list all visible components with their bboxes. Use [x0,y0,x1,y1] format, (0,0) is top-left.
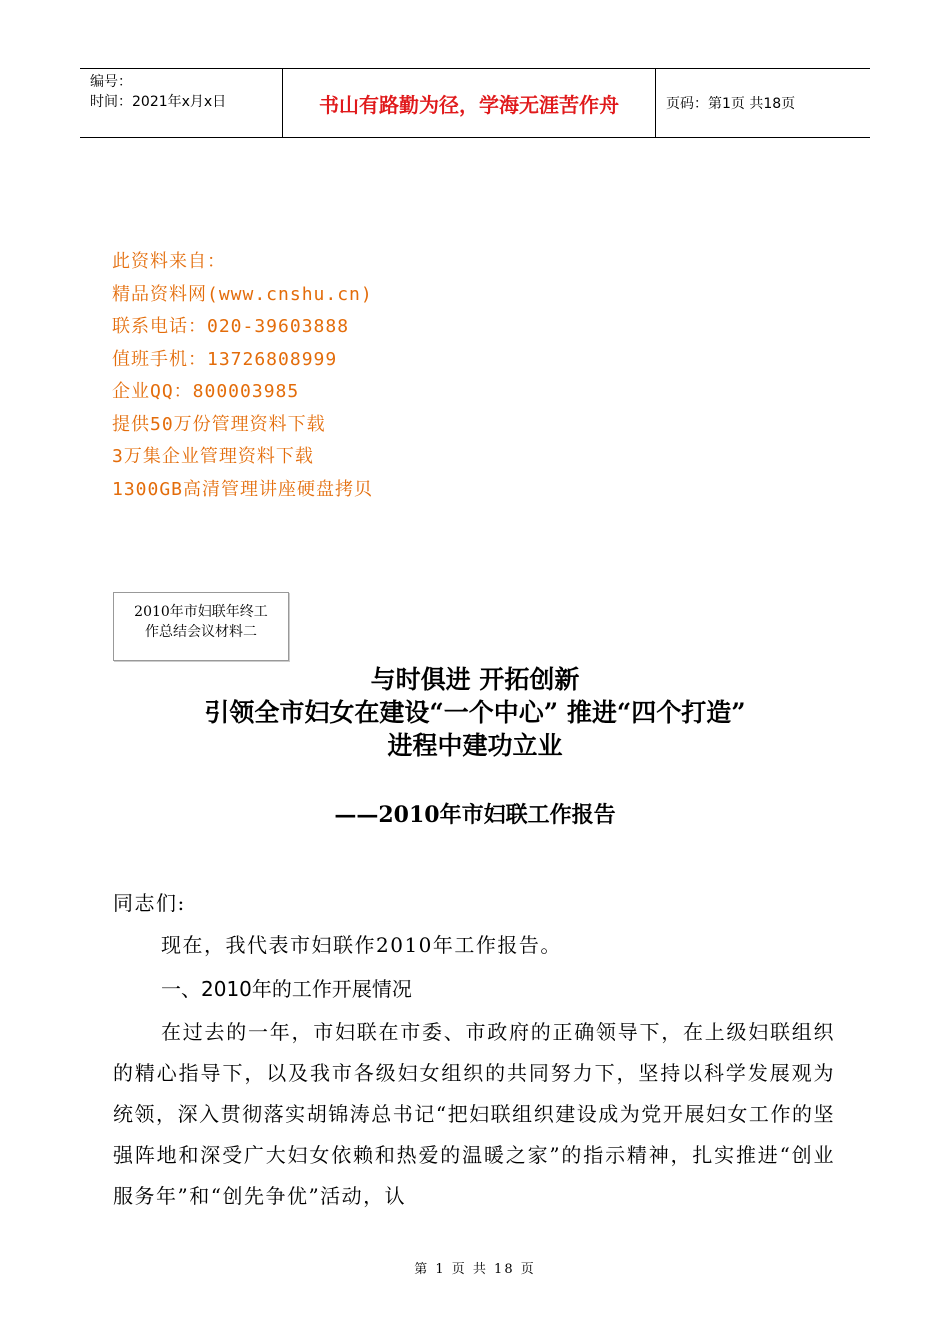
doc-number-label: 编号： [90,74,132,90]
subtitle: ——2010年市妇联工作报告 [334,802,616,828]
source-line: 企业QQ：800003985 [112,381,300,402]
source-line: 3万集企业管理资料下载 [112,446,314,467]
header-meta-cell [80,69,283,137]
header-table [80,68,870,138]
note-box [113,592,289,661]
greeting: 同志们: [113,891,186,915]
source-line: 值班手机：13726808999 [112,348,338,370]
doc-time-label: 时间：2021年x月x日 [90,94,227,110]
source-line: 提供50万份管理资料下载 [112,413,326,435]
source-line: 1300GB高清管理讲座硬盘拷贝 [112,478,374,500]
header-motto: 书山有路勤为径，学海无涯苦作舟 [283,69,656,137]
section-heading: 一、2010年的工作开展情况 [161,977,412,1001]
title-line-2: 引领全市妇女在建设“一个中心” 推进“四个打造” [204,698,746,727]
page-footer: 第 1 页 共 18 页 [414,1262,536,1277]
source-line: 精品资料网(www.cnshu.cn) [112,283,373,305]
header-page-info: 页码：第1页 共18页 [666,96,796,112]
note-line: 作总结会议材料二 [145,624,257,640]
paragraph-body: 在过去的一年，市妇联在市委、市政府的正确领导下，在上级妇联组织的精心指导下，以及我市各级妇女组织的共同努力下，坚持以科学发展观为统领，深入贯彻落实胡锦涛总书记“把妇联组织建设成为党开展妇女工作的坚强阵地和深受广大妇女依赖和热爱的温暖之家”的指示精神，扎实推进“创业服务年”和“创先争优”活动，认 [113,1020,835,1208]
source-line: 此资料来自： [112,251,226,272]
note-line: 2010年市妇联年终工 [134,604,268,620]
title-line-1: 与时俱进 开拓创新 [370,665,580,694]
source-info [112,246,373,506]
paragraph-intro: 现在，我代表市妇联作2010年工作报告。 [161,933,562,957]
title-line-3: 进程中建功立业 [387,731,563,760]
source-line: 联系电话：020-39603888 [112,316,350,337]
